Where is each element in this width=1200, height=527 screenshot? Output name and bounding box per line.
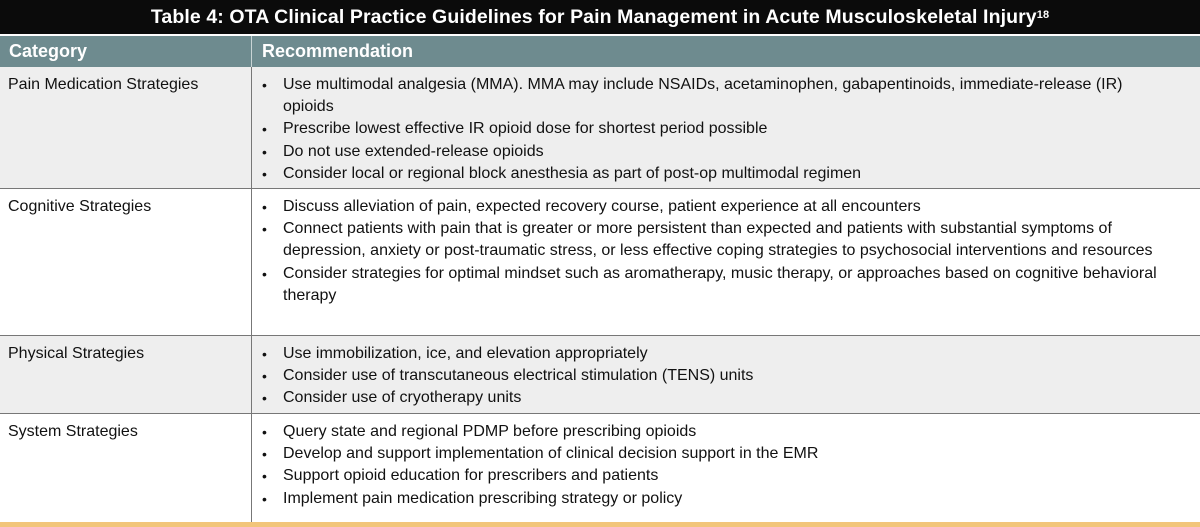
table-title-footnote: 18	[1036, 9, 1050, 21]
header-category: Category	[9, 41, 88, 61]
list-item: • Do not use extended-release opioids	[262, 141, 1162, 163]
list-item: • Consider use of transcutaneous electrical stimulation (TENS) units	[262, 365, 1162, 387]
column-divider	[251, 336, 252, 413]
table-row-physical	[0, 336, 1200, 414]
row-category: System Strategies	[8, 423, 138, 440]
row-category: Pain Medication Strategies	[8, 76, 199, 93]
list-item: • Prescribe lowest effective IR opioid dose for shortest period possible	[262, 118, 1162, 140]
recommendation-list	[262, 343, 1162, 410]
list-item: • Consider use of cryotherapy units	[262, 387, 1162, 409]
bottom-accent-rule	[0, 522, 1200, 527]
table-header-row	[0, 36, 1200, 67]
row-category: Cognitive Strategies	[8, 198, 152, 215]
header-recommendation: Recommendation	[262, 41, 414, 61]
list-item: • Use immobilization, ice, and elevation appropriately	[262, 343, 1162, 365]
table-title	[0, 0, 1200, 34]
column-divider	[251, 414, 252, 522]
row-category: Physical Strategies	[8, 345, 145, 362]
header-divider	[251, 36, 252, 67]
table-row-system	[0, 414, 1200, 522]
column-divider	[251, 189, 252, 335]
table-row-cognitive	[0, 189, 1200, 336]
recommendation-list	[262, 74, 1162, 185]
list-item: • Consider strategies for optimal mindset such as aromatherapy, music therapy, or approaches based on cognitive behavioral therapy	[262, 263, 1162, 307]
list-item: • Query state and regional PDMP before prescribing opioids	[262, 421, 1162, 443]
recommendation-list	[262, 421, 1162, 510]
list-item: • Support opioid education for prescribers and patients	[262, 465, 1162, 487]
list-item: • Develop and support implementation of clinical decision support in the EMR	[262, 443, 1162, 465]
list-item: • Discuss alleviation of pain, expected recovery course, patient experience at all encounters	[262, 196, 1162, 218]
recommendation-list	[262, 196, 1162, 307]
list-item: • Connect patients with pain that is greater or more persistent than expected and patients with substantial symptoms of depression, anxiety or post-traumatic stress, or less effective coping strategies to psychosocial interventions and resources	[262, 218, 1162, 262]
table-row-pain-medication	[0, 67, 1200, 189]
list-item: • Consider local or regional block anesthesia as part of post-op multimodal regimen	[262, 163, 1162, 185]
list-item: • Implement pain medication prescribing strategy or policy	[262, 488, 1162, 510]
list-item: • Use multimodal analgesia (MMA). MMA may include NSAIDs, acetaminophen, gabapentinoids, immediate-release (IR) opioids	[262, 74, 1162, 118]
column-divider	[251, 67, 252, 188]
table-title-text: Table 4: OTA Clinical Practice Guidelines for Pain Management in Acute Musculoskeletal Injury	[150, 5, 1037, 28]
